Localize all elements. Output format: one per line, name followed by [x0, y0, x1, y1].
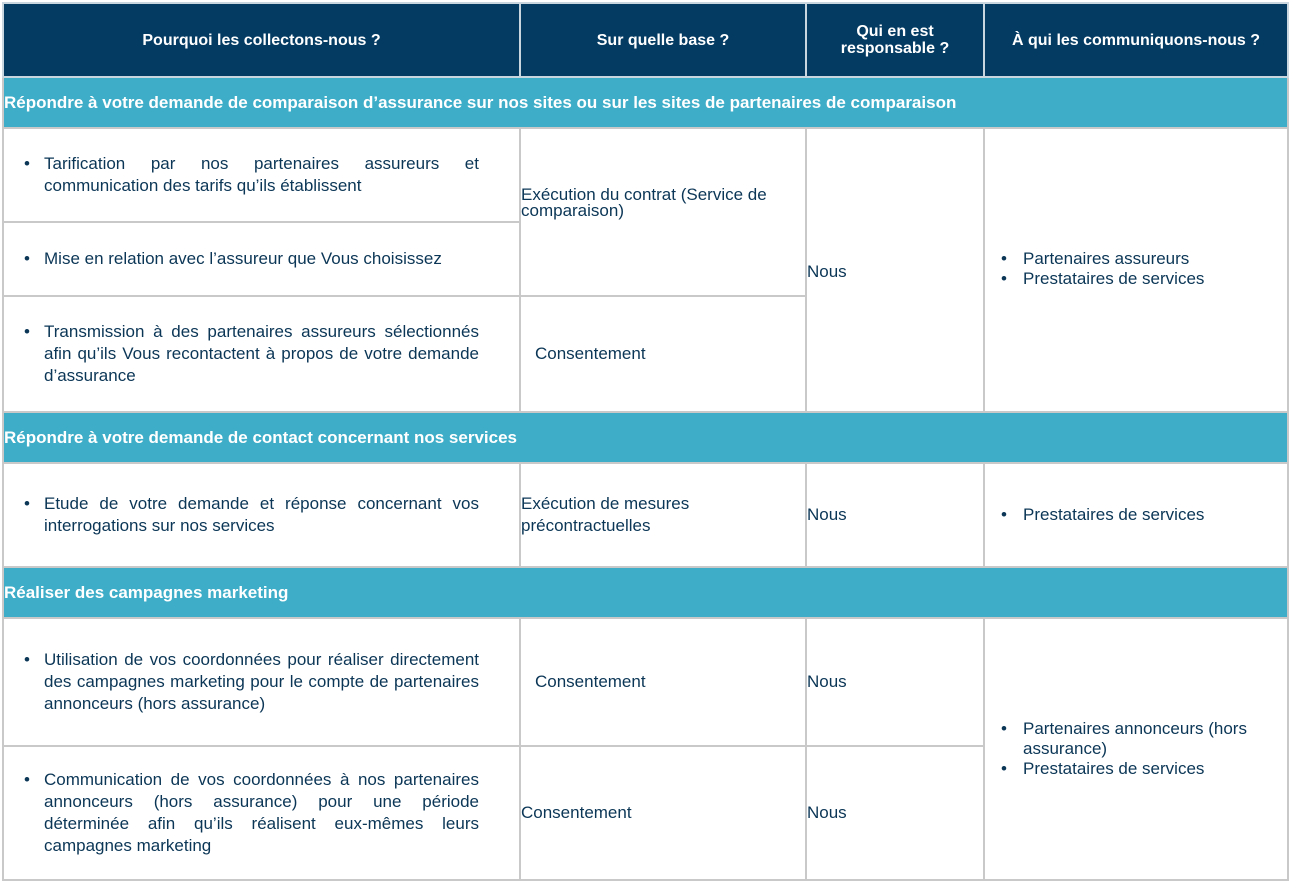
table-row: [3, 128, 1288, 222]
recipients-cell: [984, 618, 1288, 880]
header-basis: Sur quelle base ?: [520, 3, 806, 77]
purpose-item: • Tarification par nos partenaires assureurs et communication des tarifs qu’ils établissent: [24, 153, 479, 197]
header-recipients-text: À qui les communiquons-nous ?: [1012, 31, 1260, 49]
basis-cell: Consentement: [520, 296, 806, 412]
purpose-cell: [3, 222, 520, 296]
basis-cell: [520, 128, 806, 296]
table-row: [3, 618, 1288, 746]
recipient-item: • Partenaires assureurs: [1001, 249, 1267, 269]
section-title: Répondre à votre demande de comparaison d’assurance sur nos sites ou sur les sites de partenaires de comparaison: [3, 77, 1288, 128]
purpose-item: • Communication de vos coordonnées à nos partenaires annonceurs (hors assurance) pour une période déterminée afin qu’ils réalisent eux-mêmes leurs campagnes marketing: [24, 769, 479, 857]
header-row: [3, 3, 1288, 77]
section-row: [3, 77, 1288, 128]
purpose-item: • Transmission à des partenaires assureurs sélectionnés afin qu’ils Vous recontactent à propos de votre demande d’assurance: [24, 321, 479, 387]
responsible-cell: Nous: [806, 463, 984, 567]
table-row: [3, 463, 1288, 567]
purpose-item: • Etude de votre demande et réponse concernant vos interrogations sur nos services: [24, 493, 479, 537]
basis-cell: Consentement: [520, 618, 806, 746]
purpose-cell: [3, 618, 520, 746]
header-responsible-text: Qui en est responsable ?: [840, 23, 950, 57]
responsible-cell: Nous: [806, 618, 984, 746]
purpose-cell: [3, 128, 520, 222]
basis-text: Exécution de mesures précontractuelles: [521, 494, 690, 535]
responsible-cell: Nous: [806, 128, 984, 412]
privacy-table: [2, 2, 1289, 881]
section-row: [3, 412, 1288, 463]
section-title: Répondre à votre demande de contact concernant nos services: [3, 412, 1288, 463]
purpose-cell: [3, 463, 520, 567]
purpose-cell: [3, 746, 520, 880]
basis-text: Exécution du contrat (Service de comparaison): [521, 185, 767, 220]
header-responsible: [806, 3, 984, 77]
recipient-item: • Prestataires de services: [1001, 759, 1267, 779]
section-title: Réaliser des campagnes marketing: [3, 567, 1288, 618]
purpose-item: • Mise en relation avec l’assureur que Vous choisissez: [24, 248, 479, 270]
basis-cell: [520, 463, 806, 567]
recipient-item: • Prestataires de services: [1001, 505, 1267, 525]
recipients-cell: [984, 463, 1288, 567]
recipient-item: • Partenaires annonceurs (hors assurance): [1001, 719, 1267, 759]
recipients-cell: [984, 128, 1288, 412]
recipient-item: • Prestataires de services: [1001, 269, 1267, 289]
responsible-cell: Nous: [806, 746, 984, 880]
purpose-item: • Utilisation de vos coordonnées pour réaliser directement des campagnes marketing pour le compte de partenaires annonceurs (hors assurance): [24, 649, 479, 715]
header-recipients: [984, 3, 1288, 77]
basis-cell: Consentement: [520, 746, 806, 880]
purpose-cell: [3, 296, 520, 412]
header-purpose: Pourquoi les collectons-nous ?: [3, 3, 520, 77]
section-row: [3, 567, 1288, 618]
